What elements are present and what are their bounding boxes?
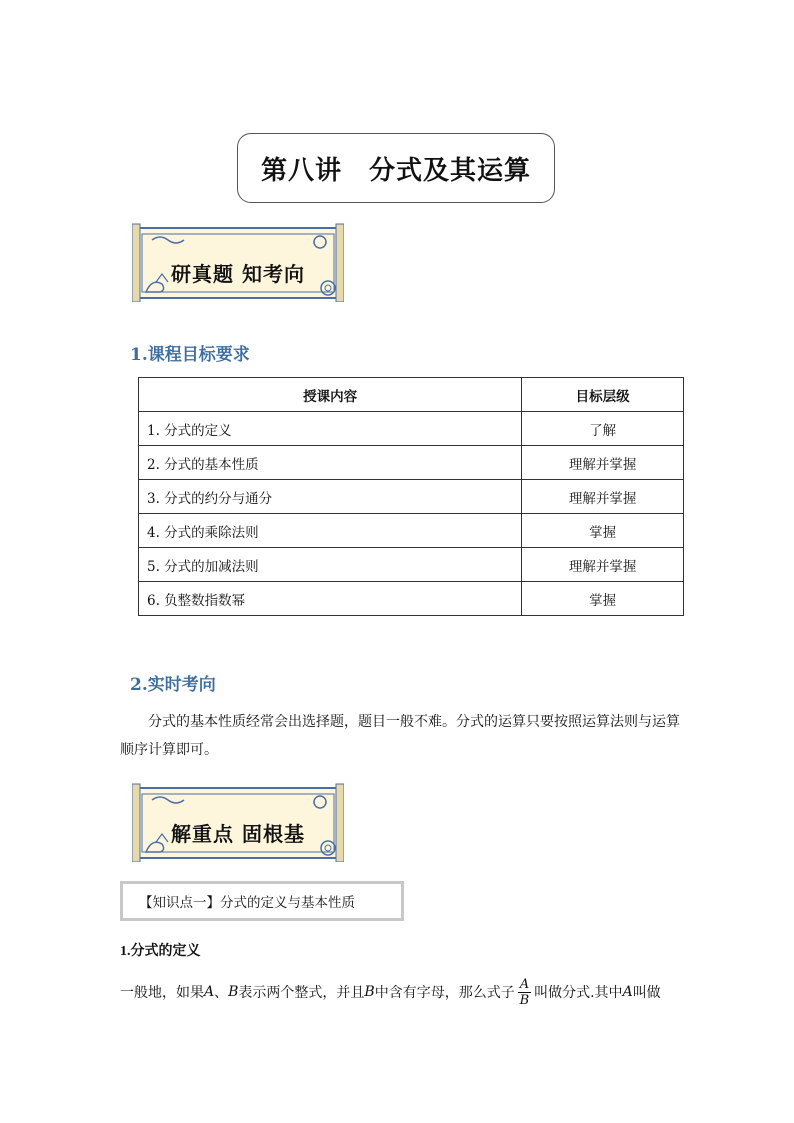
variable-b: B bbox=[364, 984, 375, 1000]
knowledge-point-label: 【知识点一】分式的定义与基本性质 bbox=[139, 895, 355, 911]
section-heading-goals: 1.课程目标要求 bbox=[130, 345, 250, 365]
cell-content: 3. 分式的约分与通分 bbox=[139, 480, 522, 514]
text-segment: 叫做分式.其中 bbox=[534, 985, 623, 1001]
text-segment: 叫做 bbox=[632, 985, 661, 1001]
table-row bbox=[139, 582, 684, 616]
cell-content: 5. 分式的加减法则 bbox=[139, 548, 522, 582]
variable-a: A bbox=[204, 984, 215, 1000]
banner-key-points bbox=[132, 782, 344, 862]
definition-heading: 1.分式的定义 bbox=[120, 944, 201, 959]
fraction-a-over-b bbox=[518, 977, 531, 1008]
cell-level: 掌握 bbox=[522, 582, 684, 616]
cell-content: 4. 分式的乘除法则 bbox=[139, 514, 522, 548]
cell-level: 理解并掌握 bbox=[522, 480, 684, 514]
text-segment: 、 bbox=[214, 985, 229, 1001]
cell-content: 1. 分式的定义 bbox=[139, 412, 522, 446]
banner-study-exam bbox=[132, 222, 344, 302]
cell-content: 6. 负整数指数幂 bbox=[139, 582, 522, 616]
variable-a: A bbox=[622, 984, 633, 1000]
fraction-numerator: A bbox=[519, 976, 530, 992]
definition-text bbox=[120, 972, 690, 1012]
header-level: 目标层级 bbox=[522, 378, 684, 412]
knowledge-point-box bbox=[120, 881, 404, 921]
section-heading-trends: 2.实时考向 bbox=[130, 675, 216, 695]
fraction-denominator: B bbox=[519, 992, 530, 1008]
variable-b: B bbox=[228, 984, 239, 1000]
text-segment: 一般地，如果 bbox=[120, 985, 204, 1001]
banner-label: 研真题 知考向 bbox=[171, 262, 305, 286]
header-content: 授课内容 bbox=[139, 378, 522, 412]
table-row bbox=[139, 480, 684, 514]
cell-level: 理解并掌握 bbox=[522, 548, 684, 582]
table-row bbox=[139, 446, 684, 480]
table-header-row bbox=[139, 378, 684, 412]
cell-content: 2. 分式的基本性质 bbox=[139, 446, 522, 480]
goals-table bbox=[138, 377, 684, 616]
cell-level: 了解 bbox=[522, 412, 684, 446]
table-row bbox=[139, 514, 684, 548]
table-row bbox=[139, 548, 684, 582]
lecture-title: 第八讲 分式及其运算 bbox=[237, 133, 555, 203]
cell-level: 掌握 bbox=[522, 514, 684, 548]
text-segment: 中含有字母，那么式子 bbox=[374, 985, 515, 1001]
banner-label: 解重点 固根基 bbox=[171, 822, 305, 846]
trend-paragraph: 分式的基本性质经常会出选择题，题目一般不难。分式的运算只要按照运算法则与运算顺序计算即可。 bbox=[120, 714, 680, 758]
cell-level: 理解并掌握 bbox=[522, 446, 684, 480]
table-row bbox=[139, 412, 684, 446]
text-segment: 表示两个整式，并且 bbox=[238, 985, 365, 1001]
